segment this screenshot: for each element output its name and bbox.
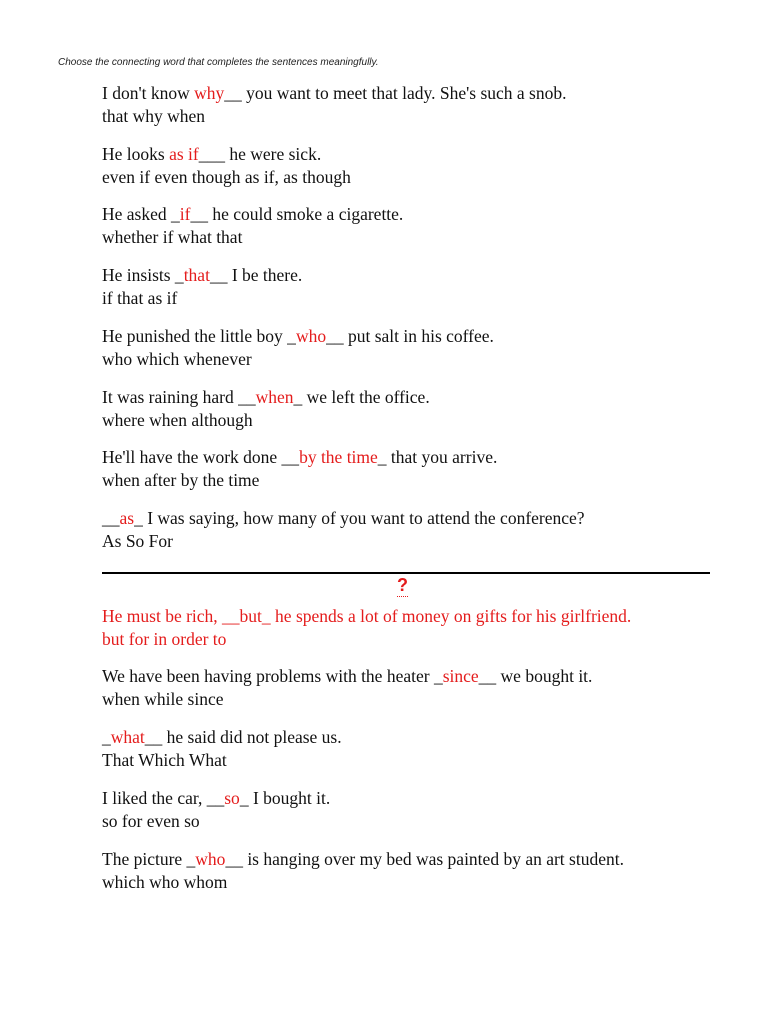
sentence-end: _ that you arrive. <box>377 447 498 467</box>
sentence <box>102 446 497 469</box>
exercise-item <box>102 507 585 553</box>
answer-options: who which whenever <box>102 349 252 369</box>
sentence-end: _ I was saying, how many of you want to attend the conference? <box>134 508 585 528</box>
sentence-end: __ put salt in his coffee. <box>326 326 494 346</box>
exercise-item <box>102 665 592 711</box>
sentence-end: _ I bought it. <box>239 788 331 808</box>
sentence-end: __ you want to meet that lady. She's such a snob. <box>224 83 567 103</box>
exercise-item <box>102 386 430 432</box>
section-marker: ? <box>397 575 408 595</box>
answer: but <box>239 606 262 626</box>
sentence <box>102 507 585 530</box>
exercise-item <box>102 203 403 249</box>
sentence <box>102 665 592 688</box>
answer-options: if that as if <box>102 288 178 308</box>
sentence-start: He must be rich, __ <box>102 606 240 626</box>
answer-options: so for even so <box>102 811 200 831</box>
sentence-end: __ I be there. <box>209 265 303 285</box>
exercise-item <box>102 605 631 651</box>
answer: by the time <box>299 447 378 467</box>
sentence <box>102 605 631 628</box>
sentence <box>102 82 567 105</box>
answer: who <box>295 326 327 346</box>
sentence <box>102 848 624 871</box>
exercise-item <box>102 325 494 371</box>
sentence-end: ___ he were sick. <box>198 144 322 164</box>
sentence-start: _ <box>102 727 111 747</box>
sentence <box>102 143 351 166</box>
sentence <box>102 787 330 810</box>
sentence-start: I don't know <box>102 83 195 103</box>
answer: as <box>119 508 135 528</box>
sentence-start: He'll have the work done __ <box>102 447 300 467</box>
answer-options: That Which What <box>102 750 227 770</box>
answer-options: even if even though as if, as though <box>102 167 351 187</box>
sentence-end: __ we bought it. <box>478 666 593 686</box>
sentence-start: The picture _ <box>102 849 196 869</box>
exercise-item <box>102 446 497 492</box>
exercise-item <box>102 726 342 772</box>
sentence-start: He insists _ <box>102 265 184 285</box>
sentence-start: __ <box>102 508 120 528</box>
sentence-start: We have been having problems with the heater _ <box>102 666 443 686</box>
sentence-start: I liked the car, __ <box>102 788 225 808</box>
answer: if <box>179 204 191 224</box>
exercise-item <box>102 82 567 128</box>
exercise-item <box>102 264 302 310</box>
answer: what <box>110 727 145 747</box>
sentence-start: He asked _ <box>102 204 180 224</box>
answer-options: where when although <box>102 410 253 430</box>
sentence <box>102 203 403 226</box>
sentence-start: It was raining hard __ <box>102 387 256 407</box>
answer-options: that why when <box>102 106 206 126</box>
sentence-start: He punished the little boy _ <box>102 326 296 346</box>
answer: why <box>194 83 225 103</box>
sentence-end: __ he could smoke a cigarette. <box>190 204 404 224</box>
sentence-end: _ we left the office. <box>293 387 430 407</box>
exercise-item <box>102 848 624 894</box>
answer: that <box>183 265 210 285</box>
answer-options: which who whom <box>102 872 228 892</box>
sentence <box>102 325 494 348</box>
sentence-start: He looks <box>102 144 170 164</box>
answer: so <box>224 788 240 808</box>
exercise-item <box>102 787 330 833</box>
sentence <box>102 264 302 287</box>
sentence <box>102 726 342 749</box>
answer-options: when after by the time <box>102 470 260 490</box>
sentence-end: __ is hanging over my bed was painted by an art student. <box>225 849 624 869</box>
instruction-text: Choose the connecting word that completes the sentences meaningfully. <box>58 57 379 68</box>
sentence-end: _ he spends a lot of money on gifts for his girlfriend. <box>261 606 632 626</box>
sentence <box>102 386 430 409</box>
exercise-item <box>102 143 351 189</box>
answer-options: but for in order to <box>102 629 227 649</box>
answer-options: As So For <box>102 531 173 551</box>
answer: when <box>255 387 294 407</box>
answer: since <box>442 666 479 686</box>
sentence-end: __ he said did not please us. <box>144 727 342 747</box>
answer-options: whether if what that <box>102 227 243 247</box>
answer-options: when while since <box>102 689 224 709</box>
answer: as if <box>169 144 199 164</box>
answer: who <box>195 849 226 869</box>
